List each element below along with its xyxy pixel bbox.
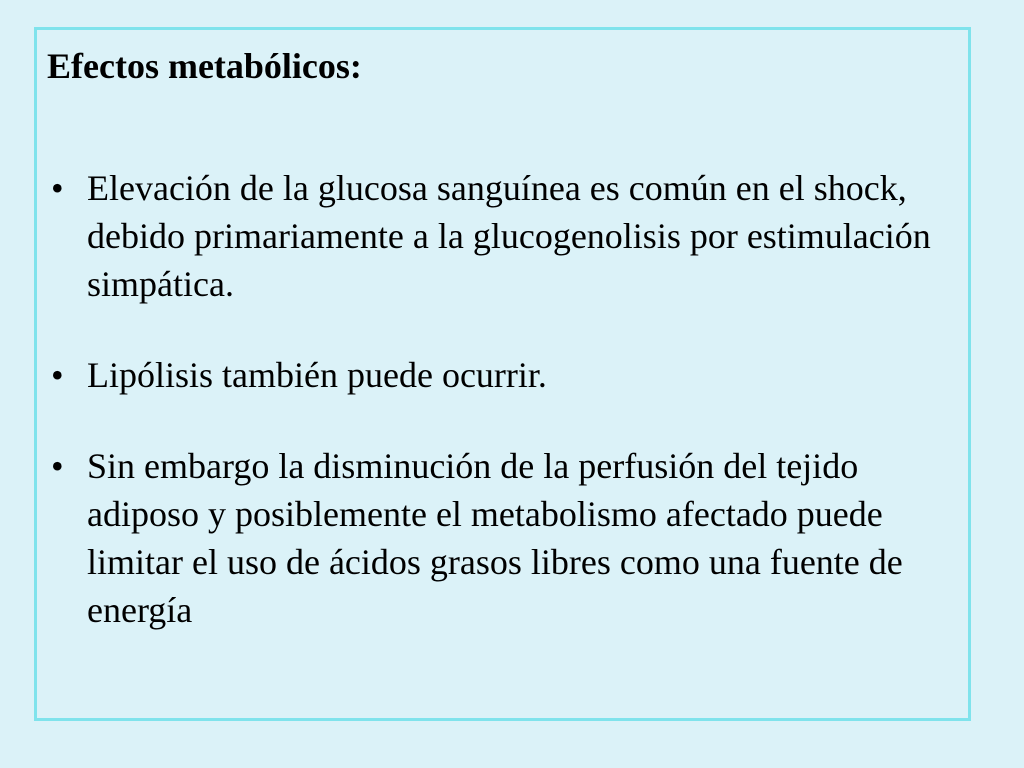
bullet-item-perfusion — [47, 442, 962, 634]
bullet-text: Lipólisis también puede ocurrir. — [87, 355, 547, 395]
bullet-icon: • — [51, 446, 64, 486]
bullet-icon: • — [51, 355, 64, 395]
bullet-item-glucose — [47, 164, 962, 308]
bullet-item-lipolysis — [47, 351, 962, 399]
bullet-icon: • — [51, 168, 64, 208]
bullet-list — [47, 164, 962, 677]
bullet-text: Elevación de la glucosa sanguínea es común en el shock, debido primariamente a la glucogenolisis por estimulación simpática. — [87, 168, 931, 304]
slide-heading: Efectos metabólicos: — [47, 46, 362, 86]
bullet-text: Sin embargo la disminución de la perfusión del tejido adiposo y posiblemente el metabolismo afectado puede limitar el uso de ácidos grasos libres como una fuente de energía — [87, 446, 903, 630]
